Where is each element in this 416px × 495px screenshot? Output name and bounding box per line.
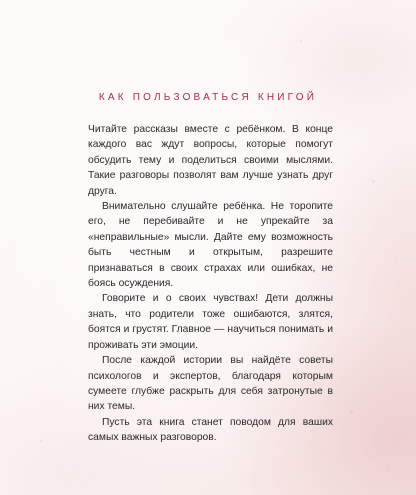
- paragraph: Говорите и о своих чувствах! Дети должны знать, что родители тоже ошибаются, злятся, боятся и грустят. Главное — научиться понимать и проживать эти эмоции.: [88, 293, 333, 351]
- paragraph: Внимательно слушайте ребёнка. Не торопите его, не перебивайте и не упрекайте за «неправильные» мысли. Дайте ему возможность быть честным и открытым, разрешите признаваться в своих страхах или ошибках, не боясь осуждения.: [88, 201, 333, 290]
- paragraph: Пусть эта книга станет поводом для ваших самых важных разговоров.: [88, 416, 333, 444]
- page-heading: КАК ПОЛЬЗОВАТЬСЯ КНИГОЙ: [98, 92, 318, 103]
- paper-speckle: [300, 40, 302, 42]
- paper-speckle: [372, 180, 375, 183]
- paragraph: После каждой истории вы найдёте советы психологов и экспертов, благодаря которым сумеете глубже раскрыть для себя затронутые в них темы.: [88, 355, 333, 413]
- paragraph: Читайте рассказы вместе с ребёнком. В конце каждого вас ждут вопросы, которые помогут обсудить тему и поделиться своими мыслями. Такие разговоры позволят вам лучше узнать друг друга.: [88, 124, 333, 197]
- paper-speckle: [350, 410, 353, 413]
- paper-speckle: [40, 440, 42, 442]
- paper-speckle: [388, 470, 390, 472]
- body-text: [88, 122, 333, 446]
- paper-speckle: [395, 260, 397, 262]
